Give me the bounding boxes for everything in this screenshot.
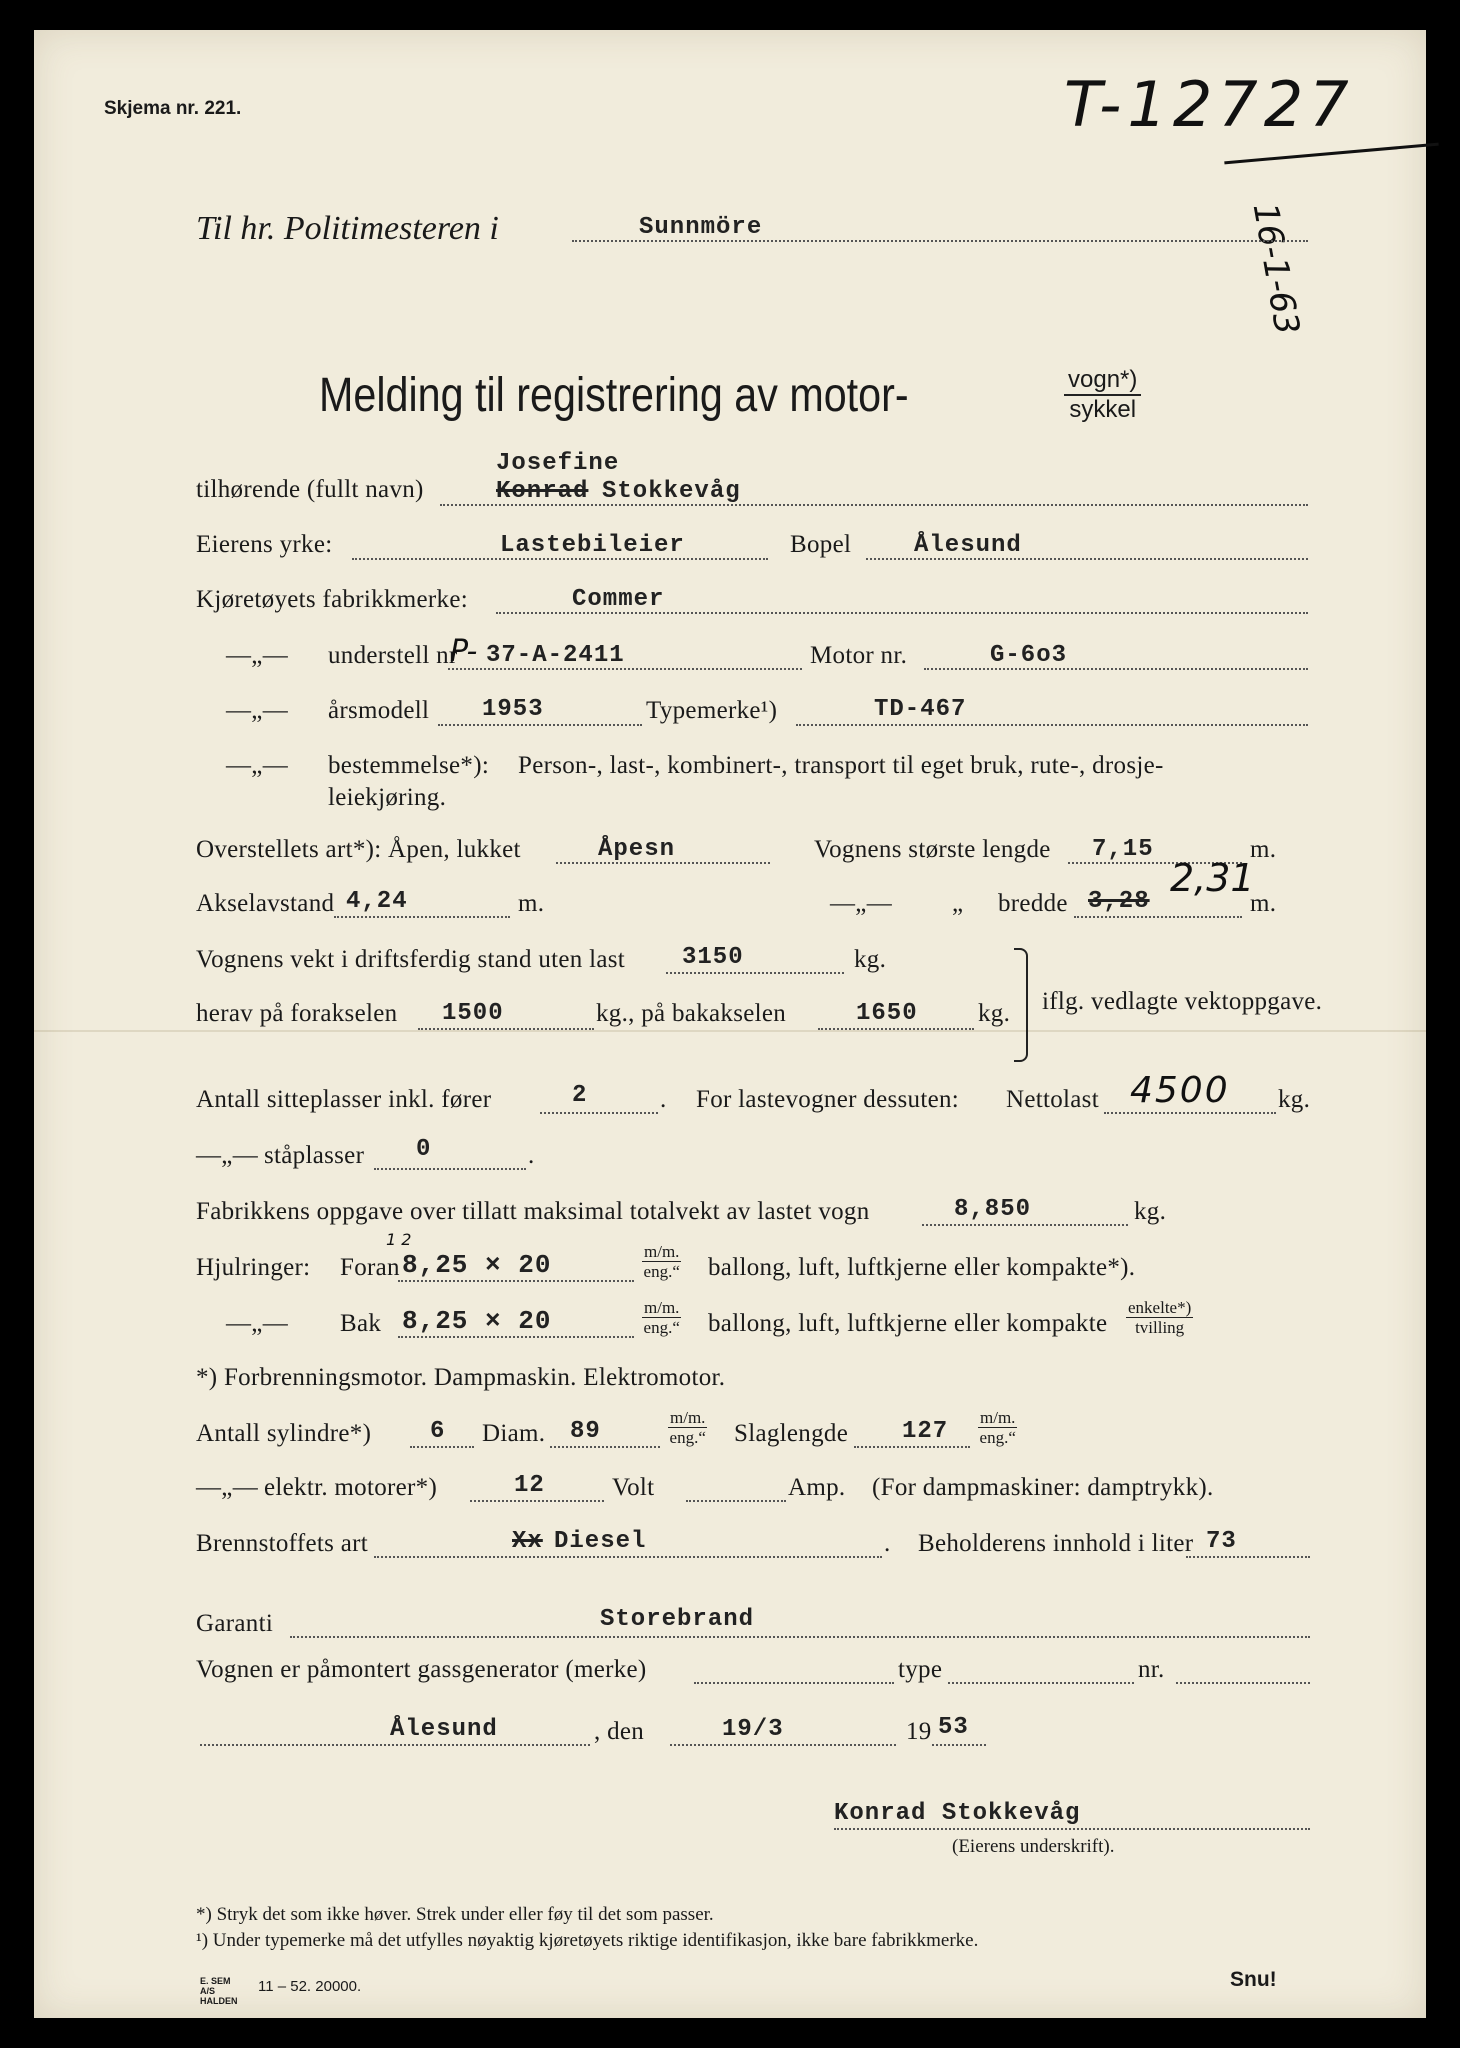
unit-mm: m/m. xyxy=(670,1408,706,1427)
ditto-model-year: —„— xyxy=(226,697,288,724)
tank-value: 73 xyxy=(1206,1528,1237,1555)
signature-value: Konrad Stokkevåg xyxy=(834,1800,1081,1827)
motor-number-label: Motor nr. xyxy=(810,642,908,669)
tyres-front-value: 8,25 × 20 xyxy=(402,1250,552,1280)
weight-label: Vognens vekt i driftsferdig stand uten last xyxy=(196,946,626,973)
type-mark-value: TD-467 xyxy=(874,696,967,723)
weight-value: 3150 xyxy=(682,944,744,971)
wheelbase-unit: m. xyxy=(518,890,545,917)
width-value: 2,31 xyxy=(1170,856,1255,900)
tyres-front-line xyxy=(398,1280,634,1282)
max-weight-line xyxy=(922,1224,1128,1226)
net-load-value: 4500 xyxy=(1130,1070,1230,1111)
stroke-unit xyxy=(978,1408,1017,1447)
form-title: Melding til registrering av motor- xyxy=(319,369,909,422)
weight-unit: kg. xyxy=(854,946,887,973)
make-label: Kjøretøyets fabrikkmerke: xyxy=(196,586,468,613)
standing-value: 0 xyxy=(416,1136,432,1163)
rear-axle-value: 1650 xyxy=(856,1000,918,1027)
recipient-value: Sunnmöre xyxy=(639,214,763,241)
ditto-purpose: —„— xyxy=(226,752,288,779)
fuel-value: Diesel xyxy=(554,1528,647,1555)
width-struck-value: 3,28 xyxy=(1088,888,1150,915)
rear-axle-label: kg., på bakakselen xyxy=(596,1000,787,1027)
seats-period: . xyxy=(660,1086,667,1113)
archive-number: T-12727 xyxy=(1064,68,1355,141)
diameter-unit xyxy=(668,1408,707,1447)
footnote-typemark: ¹) Under typemerke må det utfylles nøyaktig kjøretøyets riktige identifikasjon, ikke bare fabrikkmerke. xyxy=(196,1930,979,1951)
owner-inserted-name: Josefine xyxy=(496,450,620,477)
stroke-line xyxy=(854,1446,970,1448)
signature-line xyxy=(834,1828,1310,1830)
chassis-hand-prefix: P- xyxy=(450,634,478,669)
standing-label: ståplasser xyxy=(264,1142,365,1169)
type-mark-line xyxy=(796,724,1308,726)
printer-mark: E. SEM A/S HALDEN xyxy=(200,1976,238,2006)
electric-line xyxy=(470,1500,604,1502)
footnote-asterisk: *) Stryk det som ikke høver. Strek under eller føy til det som passer. xyxy=(196,1904,714,1925)
chassis-value: 37-A-2411 xyxy=(486,642,625,669)
purpose-label: bestemmelse*): xyxy=(328,752,490,779)
model-year-line xyxy=(438,724,642,726)
net-load-label: Nettolast xyxy=(1006,1086,1099,1113)
unit-eng: eng.“ xyxy=(643,1318,680,1337)
year-line xyxy=(932,1744,986,1746)
date-den-label: , den xyxy=(594,1718,645,1745)
width-line xyxy=(1074,916,1242,918)
year-value: 53 xyxy=(938,1714,969,1741)
owner-label: tilhørende (fullt navn) xyxy=(196,476,424,503)
amp-label: Amp. xyxy=(788,1474,846,1501)
wheelbase-line xyxy=(334,916,510,918)
cylinders-value: 6 xyxy=(430,1418,446,1445)
occupation-value: Lastebileier xyxy=(500,532,685,559)
tank-label: Beholderens innhold i liter xyxy=(918,1530,1194,1557)
purpose-options-line2: leiekjøring. xyxy=(328,784,447,811)
body-type-value: Åpesn xyxy=(598,836,676,863)
tyres-rear-line xyxy=(398,1336,634,1338)
rear-axle-line xyxy=(818,1028,974,1030)
margin-note: 16-1-63 xyxy=(1244,200,1308,338)
fuel-struck: Xx xyxy=(512,1528,543,1555)
insurance-line xyxy=(290,1636,1310,1638)
max-weight-label: Fabrikkens oppgave over tillatt maksimal totalvekt av lastet vogn xyxy=(196,1198,870,1225)
width-label: bredde xyxy=(998,890,1068,917)
cylinders-line xyxy=(410,1446,474,1448)
make-value: Commer xyxy=(572,586,665,613)
purpose-options-line1: Person-, last-, kombinert-, transport til eget bruk, rute-, drosje- xyxy=(518,752,1164,779)
unit-eng: eng.“ xyxy=(643,1262,680,1281)
archive-underline xyxy=(1224,143,1438,165)
front-axle-line xyxy=(418,1028,594,1030)
chassis-label: understell nr xyxy=(328,642,458,669)
form-number: Skjema nr. 221. xyxy=(104,98,242,119)
engine-types: *) Forbrenningsmotor. Dampmaskin. Elektromotor. xyxy=(196,1364,726,1391)
type-mark-label: Typemerke¹) xyxy=(646,697,778,724)
net-load-line xyxy=(1104,1112,1276,1114)
cylinders-label: Antall sylindre*) xyxy=(196,1420,372,1447)
standing-period: . xyxy=(528,1142,535,1169)
seats-value: 2 xyxy=(572,1082,588,1109)
insurance-value: Storebrand xyxy=(600,1606,755,1633)
print-info: 11 – 52. 20000. xyxy=(258,1978,362,1995)
tyres-rear-value: 8,25 × 20 xyxy=(402,1306,552,1336)
owner-struck-name: Konrad xyxy=(496,478,589,505)
tyres-rear-unit xyxy=(642,1298,681,1337)
motor-number-value: G-6o3 xyxy=(990,642,1068,669)
form-sheet xyxy=(34,30,1426,2018)
motor-number-line xyxy=(924,668,1308,670)
twin-mount: tvilling xyxy=(1135,1318,1185,1337)
length-unit: m. xyxy=(1250,836,1277,863)
tyres-rear-mount xyxy=(1126,1298,1193,1337)
max-weight-value: 8,850 xyxy=(954,1196,1032,1223)
recipient-label: Til hr. Politimesteren i xyxy=(196,210,499,247)
steam-note: (For dampmaskiner: damptrykk). xyxy=(872,1474,1214,1501)
unit-mm: m/m. xyxy=(980,1408,1016,1427)
tyres-front-unit xyxy=(642,1242,681,1281)
title-frac-sykkel: sykkel xyxy=(1069,396,1137,423)
ditto-electric: —„— xyxy=(196,1474,258,1501)
standing-line xyxy=(374,1168,526,1170)
length-value: 7,15 xyxy=(1092,836,1154,863)
length-label: Vognens største lengde xyxy=(814,836,1051,863)
year-prefix: 19 xyxy=(906,1718,932,1745)
diameter-label: Diam. xyxy=(482,1420,546,1447)
residence-label: Bopel xyxy=(790,531,852,558)
body-type-label: Overstellets art*): Åpen, lukket xyxy=(196,836,521,863)
ditto-tyres-rear: —„— xyxy=(226,1310,288,1337)
gas-type-line xyxy=(948,1682,1134,1684)
electric-label: elektr. motorer*) xyxy=(264,1474,438,1501)
electric-value: 12 xyxy=(514,1472,545,1499)
fold-crease xyxy=(34,1030,1426,1032)
volt-line xyxy=(686,1500,786,1502)
ditto-width: —„— xyxy=(830,890,892,917)
date-line xyxy=(670,1744,896,1746)
tyres-rear-options: ballong, luft, luftkjerne eller kompakte xyxy=(708,1310,1108,1337)
gas-nr-line xyxy=(1176,1682,1310,1684)
title-fraction xyxy=(1064,366,1141,424)
diameter-line xyxy=(550,1446,660,1448)
tyres-rear-label: Bak xyxy=(340,1310,382,1337)
diameter-value: 89 xyxy=(570,1418,601,1445)
unit-mm: m/m. xyxy=(644,1298,680,1317)
weight-brace xyxy=(1014,948,1028,1062)
weight-note: iflg. vedlagte vektoppgave. xyxy=(1042,988,1323,1015)
occupation-label: Eierens yrke: xyxy=(196,531,333,558)
seats-line xyxy=(540,1112,658,1114)
date-value: 19/3 xyxy=(722,1716,784,1743)
unit-eng: eng.“ xyxy=(979,1428,1016,1447)
volt-label: Volt xyxy=(612,1474,655,1501)
stroke-value: 127 xyxy=(902,1418,949,1445)
owner-surname: Stokkevåg xyxy=(602,478,741,505)
ditto-chassis: —„— xyxy=(226,642,288,669)
ditto-standing: —„— xyxy=(196,1142,258,1169)
seats-label: Antall sitteplasser inkl. fører xyxy=(196,1086,492,1113)
tyres-label: Hjulringer: xyxy=(196,1254,311,1281)
max-weight-unit: kg. xyxy=(1134,1198,1167,1225)
insurance-label: Garanti xyxy=(196,1610,274,1637)
title-frac-vogn: vogn*) xyxy=(1064,366,1141,396)
gas-nr-label: nr. xyxy=(1138,1656,1165,1683)
weight-line xyxy=(666,972,844,974)
place-value: Ålesund xyxy=(390,1716,498,1743)
fuel-label: Brennstoffets art xyxy=(196,1530,368,1557)
gas-generator-line xyxy=(694,1682,894,1684)
model-year-value: 1953 xyxy=(482,696,544,723)
gas-type-label: type xyxy=(898,1656,943,1683)
fuel-line xyxy=(374,1556,882,1558)
residence-value: Ålesund xyxy=(914,532,1022,559)
model-year-label: årsmodell xyxy=(328,697,430,724)
stroke-label: Slaglengde xyxy=(734,1420,849,1447)
gas-generator-label: Vognen er påmontert gassgenerator (merke) xyxy=(196,1656,647,1683)
unit-mm: m/m. xyxy=(644,1242,680,1261)
tank-line xyxy=(1186,1556,1310,1558)
signature-label: (Eierens underskrift). xyxy=(952,1836,1115,1857)
turn-over-note: Snu! xyxy=(1230,1968,1277,1991)
front-axle-value: 1500 xyxy=(442,1000,504,1027)
tyres-front-options: ballong, luft, luftkjerne eller kompakte*). xyxy=(708,1254,1136,1281)
width-ditto-quote: „ xyxy=(952,890,964,917)
single-mount: enkelte*) xyxy=(1128,1298,1192,1317)
cargo-label: For lastevogner dessuten: xyxy=(696,1086,960,1113)
width-unit: m. xyxy=(1250,890,1277,917)
unit-eng: eng.“ xyxy=(669,1428,706,1447)
place-line xyxy=(200,1744,590,1746)
wheelbase-value: 4,24 xyxy=(346,888,408,915)
fuel-period: . xyxy=(884,1530,891,1557)
net-load-unit: kg. xyxy=(1278,1086,1311,1113)
tyres-front-hand-note: 1 2 xyxy=(386,1230,412,1249)
wheelbase-label: Akselavstand xyxy=(196,890,335,917)
front-axle-label: herav på forakselen xyxy=(196,1000,398,1027)
tyres-front-label: Foran xyxy=(340,1254,400,1281)
rear-axle-unit: kg. xyxy=(978,1000,1011,1027)
